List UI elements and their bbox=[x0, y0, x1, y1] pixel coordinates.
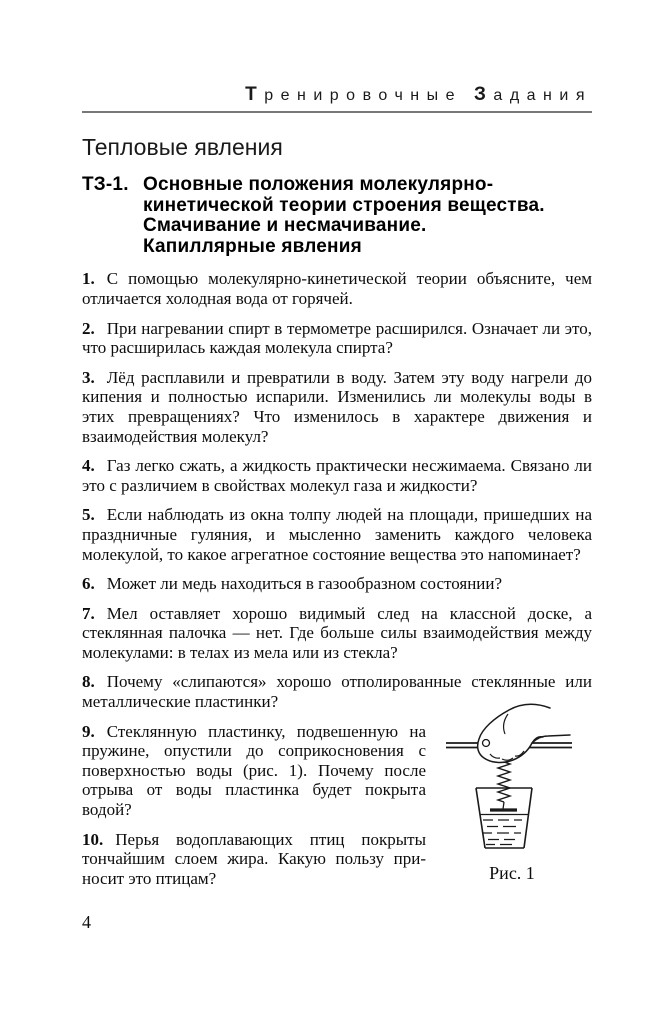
question-number: 5. bbox=[82, 505, 95, 525]
task-title-line: Капиллярные явления bbox=[143, 235, 362, 257]
task-label: ТЗ-1. bbox=[82, 174, 129, 195]
question-list bbox=[82, 269, 592, 898]
question-item bbox=[82, 574, 592, 594]
task-title-line: Основные положения молекулярно- bbox=[143, 174, 494, 195]
question-text: Мел оставляет хорошо видимый след на классной доске, а стеклянная палочка — нет. Где больше силы взаимодействия между молекулами: в телах из мела или из стекла? bbox=[82, 603, 592, 662]
question-item bbox=[82, 269, 592, 308]
question-text: С помощью молекулярно-кинетической теории объясните, чем отличается холодная вода от горячей. bbox=[82, 269, 592, 308]
question-text: Стеклянную пластинку, подвешенную на пружине, опустили до соприкосновения с поверхностью воды (рис. 1). Почему после отрыва от воды пластинка будет покрыта водой? bbox=[82, 721, 426, 820]
question-text: Лёд расплавили и превратили в воду. Затем эту воду нагрели до кипения и полностью испарили. Изменились ли молекулы воды в этих превращениях? Что изменилось в характере движения и взаимодействия молекул? bbox=[82, 367, 592, 446]
question-number: 6. bbox=[82, 574, 95, 594]
running-head bbox=[82, 86, 592, 113]
questions-with-figure bbox=[82, 722, 592, 899]
question-number: 8. bbox=[82, 672, 95, 692]
question-number: 9. bbox=[82, 721, 95, 741]
question-item bbox=[82, 456, 592, 495]
question-number: 4. bbox=[82, 456, 95, 476]
question-text: Может ли медь находиться в газообразном состоянии? bbox=[106, 574, 503, 594]
question-item bbox=[82, 604, 592, 663]
task-title-line: Смачивание и несмачивание. bbox=[143, 215, 427, 237]
question-number: 10. bbox=[82, 829, 104, 849]
running-head-word2-initial: З bbox=[474, 84, 494, 105]
question-text: При нагревании спирт в термометре расширился. Означает ли это, что расширилась каждая молекула спирта? bbox=[82, 318, 592, 358]
running-head-word2-rest: адания bbox=[493, 87, 592, 104]
question-text: Перья водоплавающих птиц покрыты тончайшим слоем жира. Какую пользу приносит это птицам? bbox=[82, 829, 426, 888]
page-number: 4 bbox=[82, 912, 91, 932]
question-item bbox=[82, 505, 592, 564]
question-text: Почему «слипаются» хорошо отполированные стеклянные или металлические пластинки? bbox=[82, 672, 592, 712]
question-number: 7. bbox=[82, 603, 95, 623]
question-number: 3. bbox=[82, 367, 95, 387]
question-text: Если наблюдать из окна толпу людей на площади, пришедших на праздничные гуляния, и мысленно заменить каждого человека молекулой, то какое агрегатное состояние вещества это напоминает? bbox=[82, 505, 592, 564]
question-number: 1. bbox=[82, 269, 95, 289]
figure-1 bbox=[432, 696, 592, 883]
question-item bbox=[82, 368, 592, 446]
figure-caption: Рис. 1 bbox=[489, 862, 535, 883]
task-heading bbox=[82, 175, 592, 257]
task-title-line: кинетической теории строения вещества. bbox=[143, 194, 545, 216]
figure-illustration bbox=[432, 696, 592, 861]
running-head-word1-rest: ренировочные bbox=[264, 87, 463, 104]
hand bbox=[478, 704, 570, 762]
water bbox=[480, 814, 528, 844]
question-number: 2. bbox=[82, 318, 95, 338]
running-head-word1-initial: Т bbox=[245, 84, 265, 105]
section-title: Тепловые явления bbox=[82, 134, 283, 160]
task-title bbox=[143, 175, 545, 257]
question-text: Газ легко сжать, а жидкость практически несжимаема. Связано ли это с различием в свойствах молекул газа и жидкости? bbox=[82, 456, 592, 495]
spring bbox=[498, 762, 510, 809]
question-item bbox=[82, 319, 592, 358]
